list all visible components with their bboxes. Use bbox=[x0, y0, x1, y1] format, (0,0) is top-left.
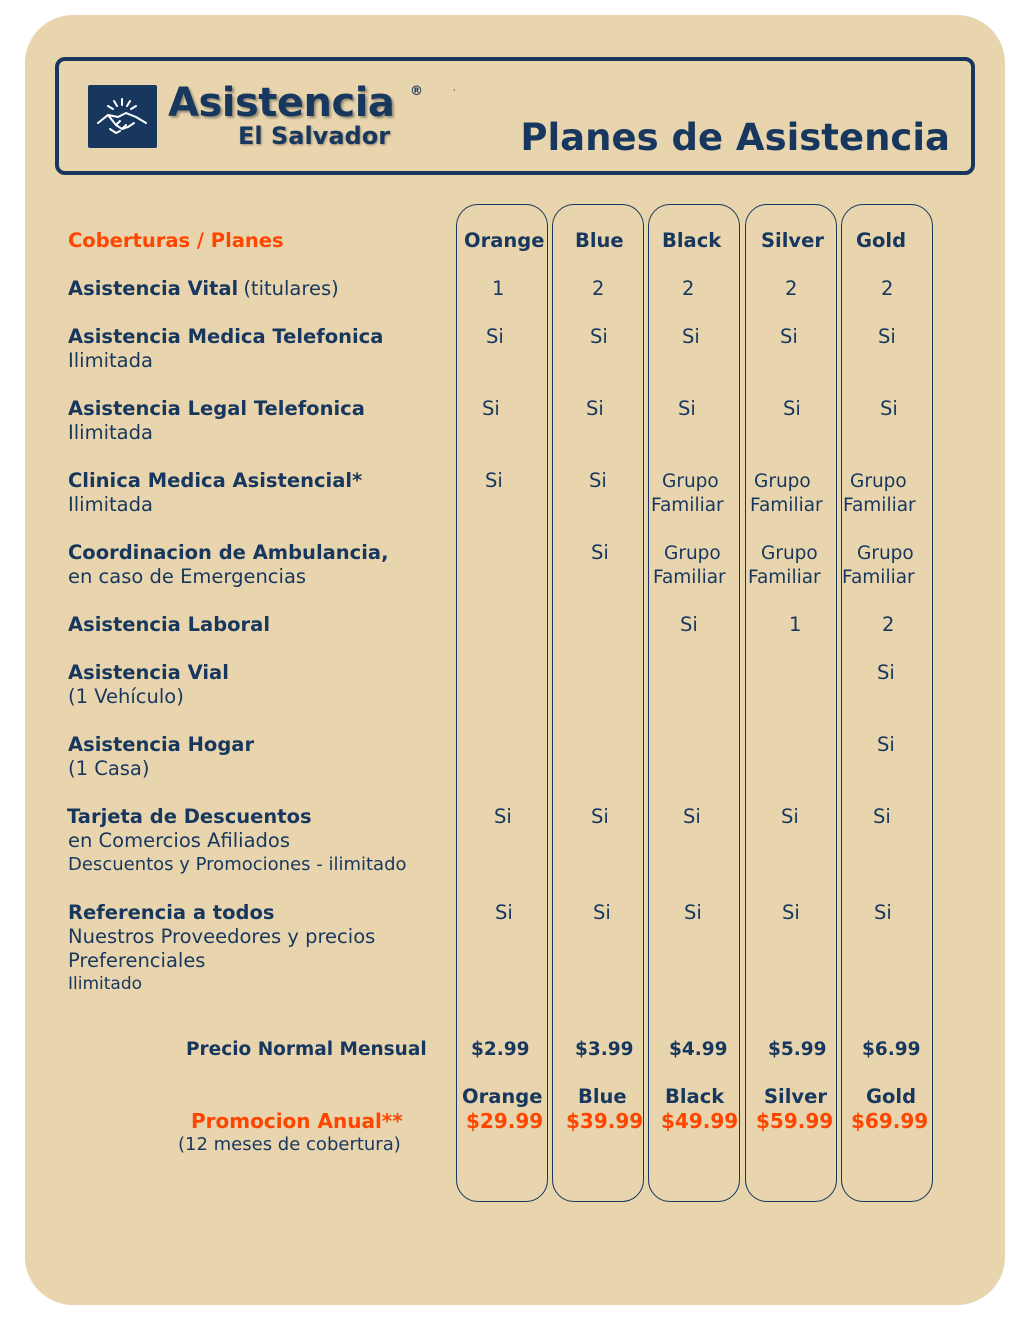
cell-value: Si bbox=[781, 805, 799, 828]
row-subtitle-2: Preferenciales bbox=[68, 949, 206, 972]
row-subtitle-2: Descuentos y Promociones - ilimitado bbox=[68, 854, 407, 875]
plan-name-orange: Orange bbox=[464, 229, 545, 252]
row-subtitle: en caso de Emergencias bbox=[68, 565, 307, 588]
row-title-extra: (titulares) bbox=[243, 277, 339, 300]
grupo-familiar-line2: Familiar bbox=[842, 567, 915, 588]
promo-label: Promocion Anual** bbox=[191, 1109, 403, 1133]
cell-value: Si bbox=[684, 901, 702, 924]
row-title: Asistencia Laboral bbox=[68, 613, 271, 636]
promo-price-orange: $29.99 bbox=[466, 1109, 544, 1133]
promo-price-blue: $39.99 bbox=[566, 1109, 644, 1133]
cell-value: Si bbox=[589, 469, 607, 492]
row-subtitle-3: Ilimitado bbox=[68, 974, 143, 994]
cell-value: Si bbox=[683, 805, 701, 828]
row-subtitle: Nuestros Proveedores y precios bbox=[68, 925, 376, 948]
brand-subtitle: El Salvador bbox=[238, 122, 391, 150]
promo-price-gold: $69.99 bbox=[851, 1109, 929, 1133]
promo-plan-silver: Silver bbox=[764, 1085, 827, 1108]
grupo-familiar-line2: Familiar bbox=[843, 495, 916, 516]
brand-name: Asistencia bbox=[168, 80, 395, 126]
cell-value: 2 bbox=[881, 277, 894, 300]
cell-value: Si bbox=[877, 733, 895, 756]
grupo-familiar-line1: Grupo bbox=[761, 543, 818, 564]
promo-plan-blue: Blue bbox=[578, 1085, 627, 1108]
cell-value: 1 bbox=[492, 277, 505, 300]
grupo-familiar-line2: Familiar bbox=[653, 567, 726, 588]
cell-value: Si bbox=[494, 805, 512, 828]
row-title: Clinica Medica Asistencial* bbox=[68, 469, 363, 492]
row-title: Tarjeta de Descuentos bbox=[67, 805, 312, 828]
page-title: Planes de Asistencia bbox=[520, 116, 950, 159]
grupo-familiar-line1: Grupo bbox=[857, 543, 914, 564]
row-subtitle: Ilimitada bbox=[68, 493, 153, 516]
promo-plan-orange: Orange bbox=[462, 1085, 543, 1108]
normal-price-black: $4.99 bbox=[669, 1039, 728, 1060]
row-title: Asistencia Vial bbox=[68, 661, 229, 684]
cell-value: Si bbox=[482, 397, 500, 420]
cell-value: Si bbox=[874, 901, 892, 924]
cell-value: 1 bbox=[789, 613, 802, 636]
cell-value: Si bbox=[880, 397, 898, 420]
grupo-familiar-line1: Grupo bbox=[754, 471, 811, 492]
plan-name-black: Black bbox=[662, 229, 722, 252]
row-label-vital bbox=[68, 277, 339, 300]
registered-mark: ® bbox=[410, 84, 423, 99]
normal-price-blue: $3.99 bbox=[575, 1039, 634, 1060]
normal-price-orange: $2.99 bbox=[471, 1039, 530, 1060]
cell-value: 2 bbox=[682, 277, 695, 300]
cell-value: Si bbox=[495, 901, 513, 924]
cell-value: Si bbox=[780, 325, 798, 348]
cell-value: Si bbox=[593, 901, 611, 924]
row-title: Asistencia Legal Telefonica bbox=[68, 397, 365, 420]
row-title: Coordinacion de Ambulancia, bbox=[68, 541, 389, 564]
row-subtitle: (1 Vehículo) bbox=[68, 685, 184, 708]
promo-price-black: $49.99 bbox=[661, 1109, 739, 1133]
cell-value: Si bbox=[591, 805, 609, 828]
row-subtitle: Ilimitada bbox=[68, 421, 153, 444]
grupo-familiar-line1: Grupo bbox=[662, 471, 719, 492]
row-title: Referencia a todos bbox=[68, 901, 275, 924]
cell-value: Si bbox=[590, 325, 608, 348]
row-subtitle: (1 Casa) bbox=[68, 757, 150, 780]
plan-name-gold: Gold bbox=[856, 229, 907, 252]
cell-value: Si bbox=[680, 613, 698, 636]
row-title: Asistencia Vital bbox=[68, 277, 239, 300]
normal-price-label: Precio Normal Mensual bbox=[186, 1039, 427, 1060]
cell-value: 2 bbox=[882, 613, 895, 636]
stray-mark: ‘ bbox=[453, 88, 456, 97]
grupo-familiar-line1: Grupo bbox=[664, 543, 721, 564]
grupo-familiar-line2: Familiar bbox=[651, 495, 724, 516]
row-subtitle: en Comercios Afiliados bbox=[68, 829, 290, 852]
cell-value: Si bbox=[591, 541, 609, 564]
row-title: Asistencia Medica Telefonica bbox=[68, 325, 384, 348]
promo-plan-gold: Gold bbox=[866, 1085, 917, 1108]
row-subtitle: Ilimitada bbox=[68, 349, 153, 372]
grupo-familiar-line2: Familiar bbox=[748, 567, 821, 588]
cell-value: Si bbox=[782, 901, 800, 924]
cell-value: Si bbox=[486, 325, 504, 348]
promo-subtitle: (12 meses de cobertura) bbox=[178, 1134, 401, 1155]
cell-value: 2 bbox=[785, 277, 798, 300]
cell-value: Si bbox=[682, 325, 700, 348]
grupo-familiar-line2: Familiar bbox=[750, 495, 823, 516]
handshake-icon bbox=[88, 85, 157, 148]
cell-value: Si bbox=[586, 397, 604, 420]
promo-plan-black: Black bbox=[665, 1085, 725, 1108]
coverage-header: Coberturas / Planes bbox=[68, 229, 284, 252]
plan-name-blue: Blue bbox=[575, 229, 624, 252]
cell-value: Si bbox=[485, 469, 503, 492]
normal-price-gold: $6.99 bbox=[862, 1039, 921, 1060]
cell-value: 2 bbox=[592, 277, 605, 300]
normal-price-silver: $5.99 bbox=[768, 1039, 827, 1060]
promo-price-silver: $59.99 bbox=[756, 1109, 834, 1133]
cell-value: Si bbox=[878, 325, 896, 348]
cell-value: Si bbox=[783, 397, 801, 420]
grupo-familiar-line1: Grupo bbox=[850, 471, 907, 492]
row-title: Asistencia Hogar bbox=[68, 733, 255, 756]
plan-name-silver: Silver bbox=[761, 229, 824, 252]
cell-value: Si bbox=[678, 397, 696, 420]
cell-value: Si bbox=[877, 661, 895, 684]
cell-value: Si bbox=[873, 805, 891, 828]
